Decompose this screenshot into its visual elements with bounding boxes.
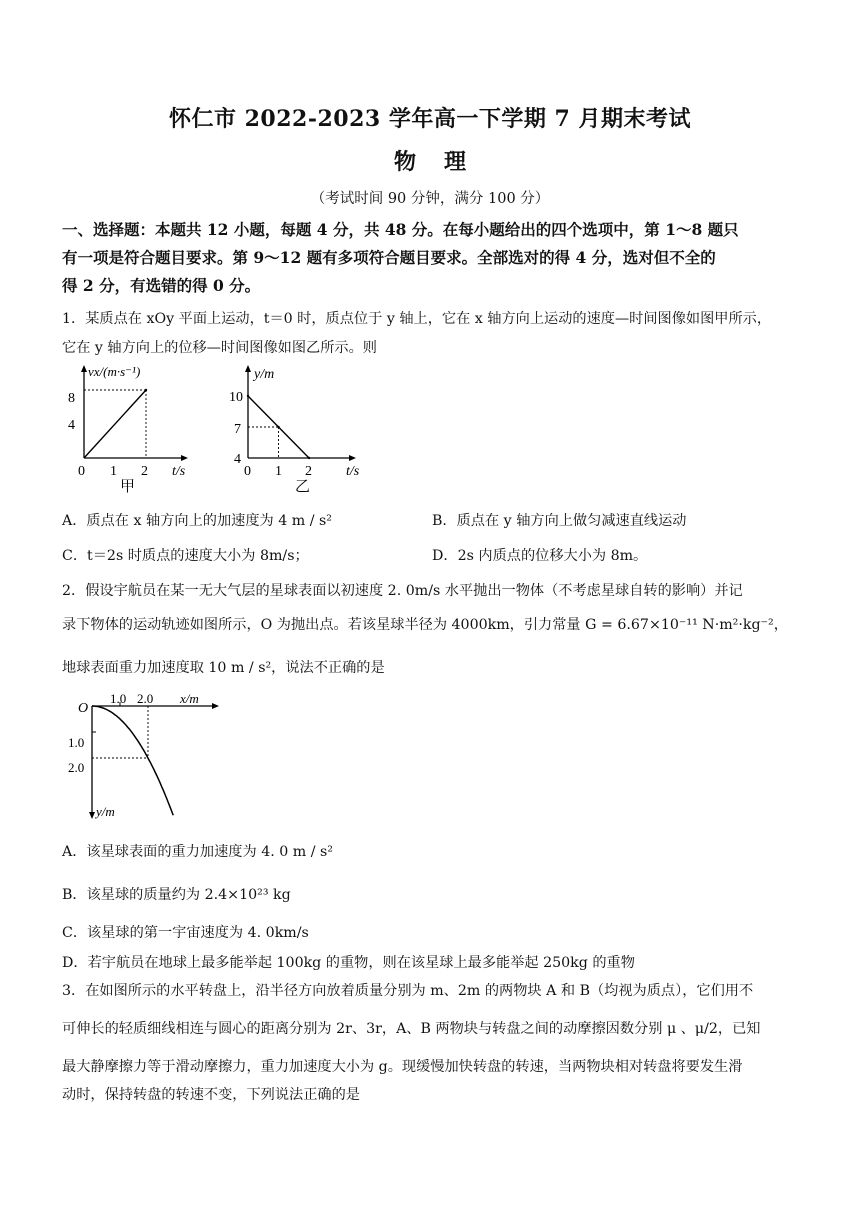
y-axis-arrow <box>89 812 95 819</box>
chart-caption: 甲 <box>120 479 136 495</box>
y-tick-label: 4 <box>68 418 75 433</box>
data-point <box>308 457 310 459</box>
q3-text-line: 动时，保持转盘的转速不变，下列说法正确的是 <box>62 1087 360 1103</box>
data-point <box>277 426 279 428</box>
y-axis-label: y/m <box>96 804 115 819</box>
section-instruction-line: 得 2 分，有选错的得 0 分。 <box>62 276 261 295</box>
section-instruction-line: 一、选择题：本题共 12 小题，每题 4 分，共 48 分。在每小题给出的四个选项中，第 1～8 题只 <box>62 220 739 239</box>
y-axis-arrow <box>81 365 87 372</box>
y-tick-label: 8 <box>68 391 75 406</box>
q3-text-line: 3．在如图所示的水平转盘上，沿半径方向放着质量分别为 m、2m 的两物块 A 和 B（均视为质点），它们用不 <box>62 983 754 999</box>
yi-plot <box>247 395 310 459</box>
y-tick-label: 10 <box>229 390 243 405</box>
chart-caption: 乙 <box>295 479 311 495</box>
section-instruction-line: 有一项是符合题目要求。第 9～12 题有多项符合题目要求。全部选对的得 4 分，选对但不全的 <box>62 248 716 267</box>
x-tick-label: 1.0 <box>110 691 127 706</box>
y-tick-label: 7 <box>234 422 241 437</box>
y-axis-label: y/m <box>254 367 275 382</box>
x-tick-label: 2.0 <box>137 691 154 706</box>
y-tick-label: 4 <box>234 452 241 467</box>
y-axis-arrow <box>245 365 251 372</box>
q3-text-line: 可伸长的轻质细线相连与圆心的距离分别为 2r、3r，A、B 两物块与转盘之间的动摩擦因数分别 μ 、μ/2，已知 <box>62 1021 761 1037</box>
y-tick-label: 2.0 <box>68 760 85 775</box>
x-axis-label: t/s <box>172 464 186 479</box>
subject-title: 物理 <box>393 149 494 175</box>
x-tick-label: 0 <box>78 464 85 479</box>
x-axis-arrow <box>212 703 219 709</box>
data-point <box>247 395 249 397</box>
q1-option-c: C．t＝2s 时质点的速度大小为 8m/s； <box>62 548 309 564</box>
x-axis-label: t/s <box>346 464 360 479</box>
x-axis-label: x/m <box>180 691 199 706</box>
origin-label: O <box>78 701 89 716</box>
q2-text-line: 录下物体的运动轨迹如图所示，O 为抛出点。若该星球半径为 4000km，引力常量 G = 6.67×10⁻¹¹ N·m²·kg⁻²， <box>62 617 788 633</box>
velocity-line <box>84 390 146 458</box>
x-tick-label: 2 <box>141 464 148 479</box>
q2-text-line: 2．假设宇航员在某一无大气层的星球表面以初速度 2. 0m/s 水平抛出一物体（不考虑星球自转的影响）并记 <box>62 583 743 599</box>
x-tick-label: 1 <box>275 464 282 479</box>
q2-option-b: B．该星球的质量约为 2.4×10²³ kg <box>62 887 291 903</box>
q2-option-a: A．该星球表面的重力加速度为 4. 0 m / s² <box>62 844 333 860</box>
x-tick-label: 1 <box>110 464 117 479</box>
jia-plot <box>84 389 147 458</box>
q2-option-c: C．该星球的第一宇宙速度为 4. 0km/s <box>62 925 309 941</box>
x-axis-arrow <box>349 455 356 461</box>
exam-title: 怀仁市 2022-2023 学年高一下学期 7 月期末考试 <box>168 106 692 132</box>
y-tick-label: 1.0 <box>68 735 85 750</box>
chart-jia <box>64 362 194 497</box>
x-axis-arrow <box>181 455 188 461</box>
q1-option-d: D．2s 内质点的位移大小为 8m。 <box>432 548 648 564</box>
x-tick-label: 0 <box>244 464 251 479</box>
exam-note: （考试时间 90 分钟，满分 100 分） <box>310 191 550 207</box>
y-axis-label: vx/(m·s⁻¹) <box>88 364 141 379</box>
q1-option-a: A．质点在 x 轴方向上的加速度为 4 m / s² <box>62 513 332 529</box>
data-point <box>145 389 147 391</box>
q3-text-line: 最大静摩擦力等于滑动摩擦力，重力加速度大小为 g。现缓慢加快转盘的转速，当两物块相对转盘将要发生滑 <box>62 1059 743 1075</box>
chart-yi <box>228 362 373 497</box>
q1-text-line: 1．某质点在 xOy 平面上运动，t＝0 时，质点位于 y 轴上，它在 x 轴方向上运动的速度—时间图像如图甲所示， <box>62 311 772 327</box>
trajectory-plot <box>92 702 173 815</box>
q2-option-d: D．若宇航员在地球上最多能举起 100kg 的重物，则在该星球上最多能举起 250kg 的重物 <box>62 955 635 971</box>
q1-text-line: 它在 y 轴方向上的位移—时间图像如图乙所示。则 <box>62 340 377 356</box>
x-tick-label: 2 <box>305 464 312 479</box>
trajectory-curve <box>92 706 173 815</box>
q2-text-line: 地球表面重力加速度取 10 m / s²，说法不正确的是 <box>62 660 385 676</box>
q1-option-b: B．质点在 y 轴方向上做匀减速直线运动 <box>432 513 687 529</box>
chart-trajectory <box>66 690 236 826</box>
